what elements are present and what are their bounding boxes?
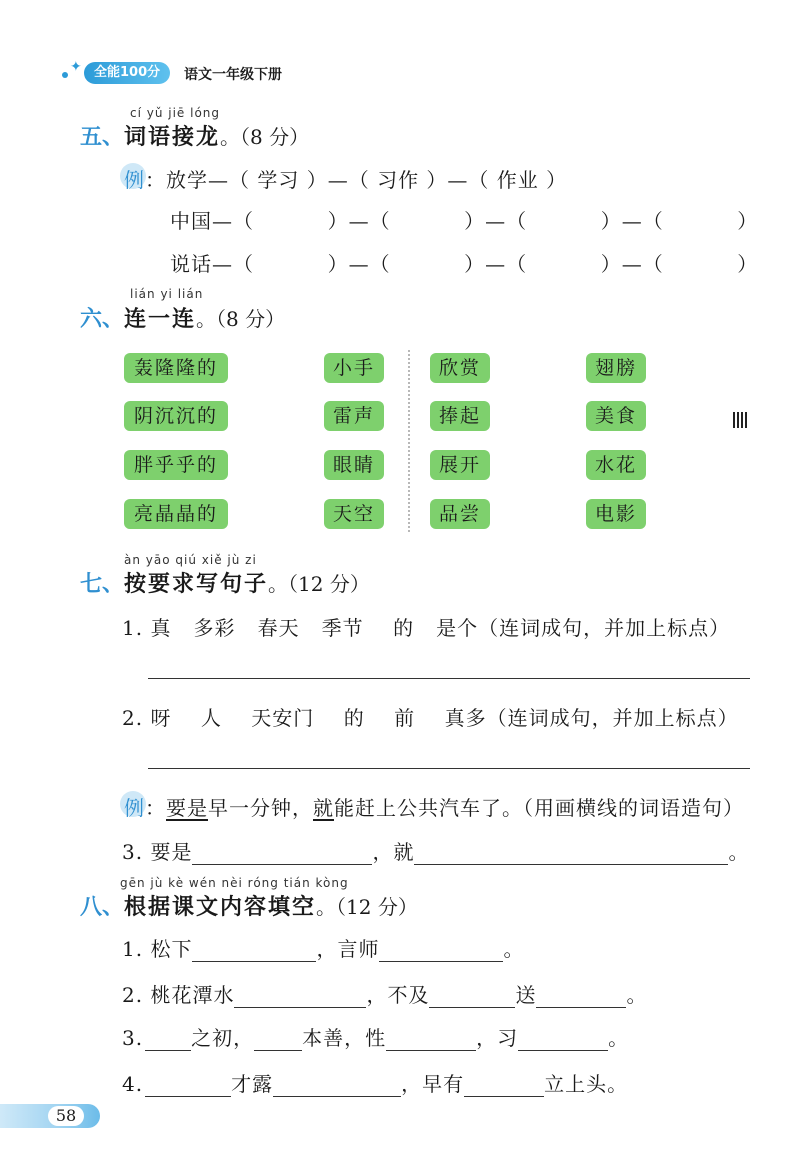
blank-field[interactable] [379, 937, 503, 962]
section6-pinyin: lián yi lián [130, 287, 204, 301]
section5-example [124, 164, 567, 193]
header-dot [62, 72, 68, 78]
example-label: 例 [124, 796, 145, 820]
text: 才露 [231, 1072, 274, 1096]
word-box[interactable]: 天空 [324, 499, 384, 529]
section8-q4 [122, 1068, 628, 1097]
blank-field[interactable] [536, 983, 626, 1008]
word-box[interactable]: 小手 [324, 353, 384, 383]
word-box[interactable]: 眼睛 [324, 450, 384, 480]
blank-field[interactable] [414, 840, 728, 865]
word-box[interactable]: 胖乎乎的 [124, 450, 228, 480]
word-box[interactable]: 展开 [430, 450, 490, 480]
section5-title: 词语接龙 [124, 124, 221, 150]
section8-q1 [122, 933, 524, 962]
page-number: 58 [48, 1106, 84, 1126]
section5-score: 。（8 分） [220, 125, 310, 149]
section8-title: 根据课文内容填空 [124, 894, 317, 920]
star-icon: ✦ [70, 59, 82, 75]
section8-number: 八、 [80, 894, 125, 920]
header-badge: 全能100分 [84, 62, 170, 84]
blank-field[interactable] [464, 1072, 544, 1097]
example-text: 早一分钟， [208, 796, 313, 820]
section8-score: 。（12 分） [316, 895, 418, 919]
blank-field[interactable] [192, 937, 316, 962]
q3-end: 。 [728, 840, 750, 864]
section7-heading [80, 567, 370, 598]
blank-field[interactable] [234, 983, 366, 1008]
section8-q3 [122, 1022, 629, 1051]
section8-heading [80, 890, 418, 921]
text: ，习 [476, 1026, 519, 1050]
header-title: 语文一年级下册 [184, 67, 282, 83]
word-box[interactable]: 轰隆隆的 [124, 353, 228, 383]
text: 。 [626, 983, 648, 1007]
word-box[interactable]: 水花 [586, 450, 646, 480]
word-box[interactable]: 翅膀 [586, 353, 646, 383]
text: 3. [122, 1026, 144, 1050]
word-box[interactable]: 亮晶晶的 [124, 499, 228, 529]
word-box[interactable]: 品尝 [430, 499, 490, 529]
section8-pinyin: gēn jù kè wén nèi róng tián kòng [120, 876, 349, 890]
section7-score: 。（12 分） [268, 572, 370, 596]
section6-score: 。（8 分） [196, 307, 286, 331]
text: 立上头。 [544, 1072, 629, 1096]
section7-pinyin: àn yāo qiú xiě jù zi [124, 553, 257, 567]
answer-line[interactable] [148, 678, 750, 679]
text: 1. 松下 [122, 937, 193, 961]
section6-number: 六、 [80, 306, 125, 332]
blank-field[interactable] [254, 1026, 302, 1051]
word-box[interactable]: 美食 [586, 401, 646, 431]
section8-q2 [122, 979, 647, 1008]
text: 送 [515, 983, 537, 1007]
section5-heading [80, 120, 309, 151]
text: ，言师 [316, 937, 380, 961]
section5-row1: 中国—（ ）—（ ）—（ ）—（ ） [170, 209, 759, 233]
blank-field[interactable] [429, 983, 515, 1008]
blank-field[interactable] [386, 1026, 476, 1051]
word-box[interactable]: 电影 [586, 499, 646, 529]
q3-prefix: 3. 要是 [122, 840, 193, 864]
section5-row2: 说话—（ ）—（ ）—（ ）—（ ） [170, 252, 759, 276]
blank-field[interactable] [518, 1026, 608, 1051]
qr-code-icon[interactable] [733, 412, 749, 428]
word-box[interactable]: 阴沉沉的 [124, 401, 228, 431]
qr-caption [716, 416, 730, 424]
section5-pinyin: cí yǔ jiē lóng [130, 106, 221, 120]
section5-number: 五、 [80, 124, 125, 150]
text: 之初， [191, 1026, 255, 1050]
text: 2. 桃花潭水 [122, 983, 235, 1007]
word-box[interactable]: 欣赏 [430, 353, 490, 383]
text: 4. [122, 1072, 144, 1096]
q3-middle: ，就 [372, 840, 415, 864]
word-box[interactable]: 捧起 [430, 401, 490, 431]
section7-q3 [122, 836, 749, 865]
example-label: 例 [124, 168, 145, 192]
section6-title: 连一连 [124, 306, 197, 332]
section7-q2: 2. 呀 人 天安门 的 前 真多（连词成句，并加上标点） [122, 706, 739, 730]
example-underlined-word: 就 [313, 796, 334, 820]
section7-q1: 1. 真 多彩 春天 季节 的 是个（连词成句，并加上标点） [122, 616, 731, 640]
section6-heading [80, 302, 285, 333]
word-box[interactable]: 雷声 [324, 401, 384, 431]
section7-number: 七、 [80, 571, 125, 597]
dotted-divider [408, 350, 410, 532]
text: ，早有 [401, 1072, 465, 1096]
text: ，不及 [366, 983, 430, 1007]
example-underlined-word: 要是 [166, 796, 208, 820]
section7-example [124, 792, 744, 821]
example-colon: ： [145, 796, 166, 820]
text: 。 [503, 937, 525, 961]
blank-field[interactable] [192, 840, 372, 865]
blank-field[interactable] [273, 1072, 401, 1097]
section7-title: 按要求写句子 [124, 571, 269, 597]
section5-example-text: ：放学—（ 学习 ）—（ 习作 ）—（ 作业 ） [145, 168, 568, 192]
blank-field[interactable] [145, 1026, 191, 1051]
answer-line[interactable] [148, 768, 750, 769]
example-text: 能赶上公共汽车了。（用画横线的词语造句） [334, 796, 744, 820]
text: 。 [608, 1026, 630, 1050]
blank-field[interactable] [145, 1072, 231, 1097]
text: 本善，性 [302, 1026, 387, 1050]
